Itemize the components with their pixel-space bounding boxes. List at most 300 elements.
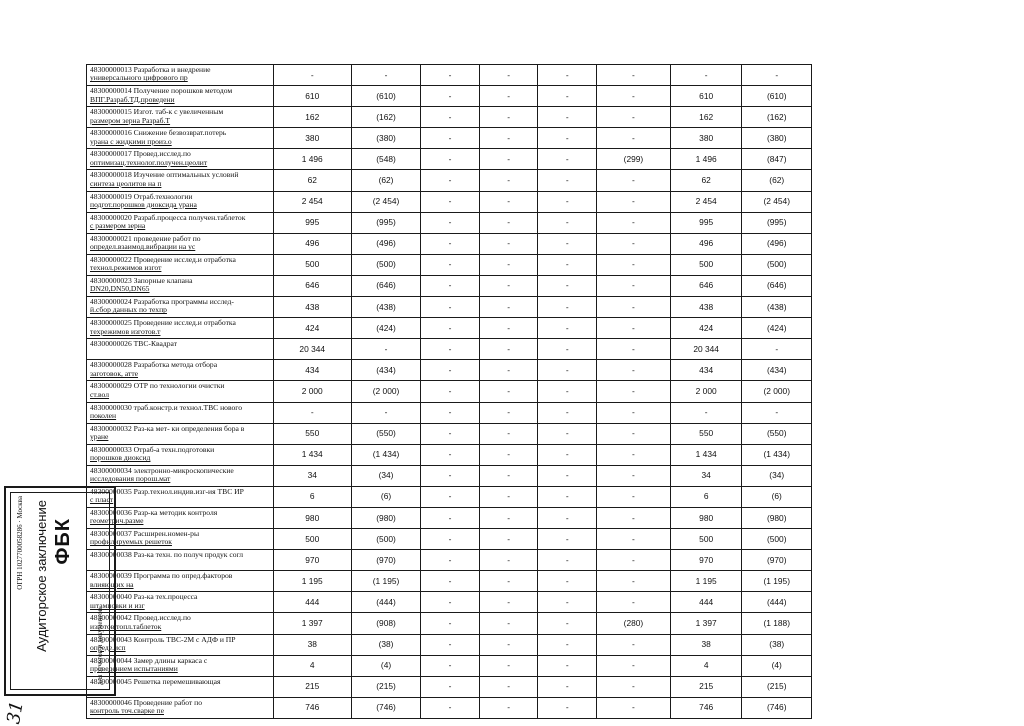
amount-cell-col4: - <box>479 254 538 275</box>
amount-cell-col7: 2 000 <box>670 381 742 402</box>
amount-cell-col7: 995 <box>670 212 742 233</box>
table-row <box>87 128 812 149</box>
row-code-description: 48300000033 Отраб-а техн.подготовки <box>90 444 215 454</box>
amount-cell-col5: - <box>538 486 597 507</box>
table-row <box>87 254 812 275</box>
amount-cell-col3: - <box>421 233 480 254</box>
amount-cell-col4: - <box>479 423 538 444</box>
amount-cell-col1: 550 <box>273 423 351 444</box>
row-description-continuation: технол.режимов изгот <box>90 263 162 273</box>
amount-cell-col8: (424) <box>742 318 812 339</box>
amount-cell-col8: (438) <box>742 297 812 318</box>
amount-cell-col1: 162 <box>273 107 351 128</box>
amount-cell-col3: - <box>421 107 480 128</box>
row-description-continuation: с размером зерна <box>90 221 146 231</box>
amount-cell-col8: (1 434) <box>742 444 812 465</box>
table-row <box>87 423 812 444</box>
amount-cell-col4: - <box>479 634 538 655</box>
amount-cell-col5: - <box>538 507 597 528</box>
row-description-cell <box>87 697 274 718</box>
row-description-cell <box>87 170 274 191</box>
row-description-continuation: размером зерна Разраб.Т <box>90 115 171 125</box>
amount-cell-col4: - <box>479 275 538 296</box>
amount-cell-col5: - <box>538 465 597 486</box>
amount-cell-col7: 162 <box>670 107 742 128</box>
amount-cell-col8: (496) <box>742 233 812 254</box>
amount-cell-col4: - <box>479 676 538 697</box>
row-description-cell <box>87 65 274 86</box>
amount-cell-col5: - <box>538 254 597 275</box>
amount-cell-col2: (995) <box>351 212 420 233</box>
amount-cell-col1: 34 <box>273 465 351 486</box>
row-code-description: 48300000046 Проведение работ по <box>90 697 202 707</box>
table-row <box>87 86 812 107</box>
stamp-bottom-note: для отчетов и документов <box>96 608 104 685</box>
amount-cell-col7: 438 <box>670 297 742 318</box>
row-description-continuation: DN20,DN50,DN65 <box>90 284 150 294</box>
amount-cell-col8: (6) <box>742 486 812 507</box>
amount-cell-col6: - <box>597 486 671 507</box>
amount-cell-col4: - <box>479 149 538 170</box>
amount-cell-col8: (500) <box>742 254 812 275</box>
amount-cell-col7: 1 496 <box>670 149 742 170</box>
row-code-description: 48300000045 Решетка перемешивающая <box>90 676 221 686</box>
amount-cell-col3: - <box>421 128 480 149</box>
row-code-description: 48300000034 электронно-микроскопические <box>90 465 234 475</box>
row-description-cell <box>87 423 274 444</box>
amount-cell-col2: (38) <box>351 634 420 655</box>
amount-cell-col8: (500) <box>742 529 812 550</box>
amount-cell-col4: - <box>479 655 538 676</box>
amount-cell-col8: (34) <box>742 465 812 486</box>
amount-cell-col6: - <box>597 550 671 571</box>
amount-cell-col7: 496 <box>670 233 742 254</box>
amount-cell-col2: (496) <box>351 233 420 254</box>
amount-cell-col5: - <box>538 423 597 444</box>
amount-cell-col3: - <box>421 655 480 676</box>
row-description-cell <box>87 149 274 170</box>
amount-cell-col8: (847) <box>742 149 812 170</box>
amount-cell-col3: - <box>421 381 480 402</box>
amount-cell-col7: 4 <box>670 655 742 676</box>
row-code-description: 48300000018 Изучение оптимальных условий <box>90 170 239 180</box>
amount-cell-col4: - <box>479 486 538 507</box>
row-code-description: 48300000037 Расширен.номен-ры <box>90 529 200 539</box>
row-code-description: 48300000032 Раз-ка мет- ки определения бора в <box>90 423 245 433</box>
amount-cell-col8: (970) <box>742 550 812 571</box>
row-description-continuation: поколен <box>90 410 117 420</box>
amount-cell-col5: - <box>538 655 597 676</box>
amount-cell-col8: (2 000) <box>742 381 812 402</box>
amount-cell-col3: - <box>421 507 480 528</box>
amount-cell-col6: - <box>597 233 671 254</box>
amount-cell-col6: - <box>597 423 671 444</box>
amount-cell-col1: - <box>273 402 351 423</box>
row-code-description: 48300000013 Разработка и внедрение <box>90 65 211 74</box>
table-row <box>87 212 812 233</box>
amount-cell-col6: - <box>597 676 671 697</box>
amount-cell-col4: - <box>479 65 538 86</box>
row-code-description: 48300000016 Снижение безвозврат.потерь <box>90 128 227 138</box>
amount-cell-col8: (980) <box>742 507 812 528</box>
amount-cell-col7: 2 454 <box>670 191 742 212</box>
row-description-continuation: урана с жидкими произ.о <box>90 136 172 146</box>
amount-cell-col2: (62) <box>351 170 420 191</box>
amount-cell-col8: (215) <box>742 676 812 697</box>
amount-cell-col5: - <box>538 297 597 318</box>
amount-cell-col4: - <box>479 381 538 402</box>
row-description-continuation: порошков диоксид <box>90 453 151 463</box>
table-row <box>87 507 812 528</box>
amount-cell-col1: 1 434 <box>273 444 351 465</box>
table-row <box>87 360 812 381</box>
amount-cell-col6: (280) <box>597 613 671 634</box>
amount-cell-col2: (1 434) <box>351 444 420 465</box>
amount-cell-col3: - <box>421 571 480 592</box>
amount-cell-col1: 500 <box>273 529 351 550</box>
amount-cell-col3: - <box>421 592 480 613</box>
auditor-stamp <box>4 486 116 696</box>
amount-cell-col7: 970 <box>670 550 742 571</box>
row-description-cell <box>87 444 274 465</box>
table-row <box>87 233 812 254</box>
amount-cell-col8: - <box>742 339 812 360</box>
row-description-cell <box>87 233 274 254</box>
amount-cell-col8: (746) <box>742 697 812 718</box>
amount-cell-col5: - <box>538 128 597 149</box>
amount-cell-col2: (908) <box>351 613 420 634</box>
row-description-cell <box>87 402 274 423</box>
amount-cell-col6: - <box>597 697 671 718</box>
amount-cell-col6: - <box>597 128 671 149</box>
table-row <box>87 676 812 697</box>
amount-cell-col4: - <box>479 571 538 592</box>
amount-cell-col5: - <box>538 275 597 296</box>
amount-cell-col1: 4 <box>273 655 351 676</box>
amount-cell-col8: (646) <box>742 275 812 296</box>
amount-cell-col3: - <box>421 212 480 233</box>
amount-cell-col1: 38 <box>273 634 351 655</box>
amount-cell-col2: (746) <box>351 697 420 718</box>
row-code-description: 48300000017 Провед.исслед.по <box>90 149 191 159</box>
amount-cell-col2: (550) <box>351 423 420 444</box>
row-description-cell <box>87 128 274 149</box>
amount-cell-col5: - <box>538 634 597 655</box>
row-description-cell <box>87 107 274 128</box>
amount-cell-col3: - <box>421 529 480 550</box>
amount-cell-col4: - <box>479 613 538 634</box>
amount-cell-col3: - <box>421 676 480 697</box>
table-row <box>87 697 812 718</box>
table-row <box>87 634 812 655</box>
amount-cell-col6: - <box>597 339 671 360</box>
row-description-continuation: ВПГ.Разраб.ТД,проведени <box>90 94 175 104</box>
amount-cell-col2: (980) <box>351 507 420 528</box>
amount-cell-col5: - <box>538 318 597 339</box>
row-description-continuation: штамповки и изг <box>90 600 145 610</box>
amount-cell-col8: (1 188) <box>742 613 812 634</box>
amount-cell-col1: 1 195 <box>273 571 351 592</box>
amount-cell-col2: (500) <box>351 254 420 275</box>
amount-cell-col4: - <box>479 444 538 465</box>
amount-cell-col1: 2 454 <box>273 191 351 212</box>
amount-cell-col5: - <box>538 592 597 613</box>
row-code-description: 48300000019 Отраб.технологии <box>90 191 193 201</box>
amount-cell-col2: (215) <box>351 676 420 697</box>
amount-cell-col3: - <box>421 486 480 507</box>
amount-cell-col6: - <box>597 381 671 402</box>
amount-cell-col3: - <box>421 297 480 318</box>
amount-cell-col6: - <box>597 65 671 86</box>
amount-cell-col8: (62) <box>742 170 812 191</box>
amount-cell-col5: - <box>538 613 597 634</box>
table-row <box>87 275 812 296</box>
amount-cell-col5: - <box>538 550 597 571</box>
amount-cell-col6: - <box>597 402 671 423</box>
amount-cell-col6: - <box>597 254 671 275</box>
amount-cell-col5: - <box>538 676 597 697</box>
amount-cell-col6: - <box>597 529 671 550</box>
amount-cell-col1: 610 <box>273 86 351 107</box>
amount-cell-col1: 970 <box>273 550 351 571</box>
amount-cell-col7: 500 <box>670 529 742 550</box>
amount-cell-col4: - <box>479 592 538 613</box>
amount-cell-col8: (380) <box>742 128 812 149</box>
amount-cell-col6: (299) <box>597 149 671 170</box>
amount-cell-col3: - <box>421 339 480 360</box>
row-description-continuation: техрежимов изготов.т <box>90 326 161 336</box>
amount-cell-col3: - <box>421 697 480 718</box>
row-code-description: 48300000026 ТВС-Квадрат <box>90 339 178 349</box>
amount-cell-col4: - <box>479 529 538 550</box>
table-row <box>87 465 812 486</box>
amount-cell-col2: (500) <box>351 529 420 550</box>
amount-cell-col1: 1 496 <box>273 149 351 170</box>
amount-cell-col1: 496 <box>273 233 351 254</box>
row-code-description: 48300000039 Программа по опред.факторов <box>90 571 233 581</box>
amount-cell-col7: 500 <box>670 254 742 275</box>
row-description-continuation: геометрич.разме <box>90 516 144 526</box>
amount-cell-col4: - <box>479 402 538 423</box>
amount-cell-col2: (548) <box>351 149 420 170</box>
amount-cell-col1: 646 <box>273 275 351 296</box>
amount-cell-col4: - <box>479 212 538 233</box>
table-row <box>87 318 812 339</box>
amount-cell-col7: 646 <box>670 275 742 296</box>
amount-cell-col8: (1 195) <box>742 571 812 592</box>
row-code-description: 48300000038 Раз-ка техн. по получ продук согл <box>90 550 244 560</box>
amount-cell-col3: - <box>421 634 480 655</box>
row-description-continuation: ст.вол <box>90 389 110 399</box>
amount-cell-col8: (4) <box>742 655 812 676</box>
row-code-description: 48300000023 Запорные клапана <box>90 275 193 285</box>
amount-cell-col1: 215 <box>273 676 351 697</box>
row-code-description: 48300000028 Разработка метода отбора <box>90 360 218 370</box>
amount-cell-col8: (434) <box>742 360 812 381</box>
row-description-cell <box>87 381 274 402</box>
amount-cell-col8: (444) <box>742 592 812 613</box>
amount-cell-col4: - <box>479 697 538 718</box>
amount-cell-col2: (444) <box>351 592 420 613</box>
amount-cell-col2: (646) <box>351 275 420 296</box>
table-row <box>87 170 812 191</box>
table-row <box>87 65 812 86</box>
amount-cell-col5: - <box>538 529 597 550</box>
amount-cell-col7: - <box>670 402 742 423</box>
amount-cell-col8: (2 454) <box>742 191 812 212</box>
amount-cell-col6: - <box>597 655 671 676</box>
amount-cell-col2: (6) <box>351 486 420 507</box>
amount-cell-col4: - <box>479 507 538 528</box>
table-row <box>87 381 812 402</box>
amount-cell-col2: (1 195) <box>351 571 420 592</box>
amount-cell-col1: - <box>273 65 351 86</box>
row-description-cell <box>87 254 274 275</box>
table-row <box>87 529 812 550</box>
amount-cell-col5: - <box>538 381 597 402</box>
row-code-description: 48300000024 Разработка программы исслед- <box>90 297 234 307</box>
amount-cell-col7: 550 <box>670 423 742 444</box>
amount-cell-col3: - <box>421 254 480 275</box>
amount-cell-col8: (995) <box>742 212 812 233</box>
row-description-continuation: синтеза цеолитов на п <box>90 178 162 188</box>
amount-cell-col7: - <box>670 65 742 86</box>
row-code-description: 48300000020 Разраб.процесса получен.таблеток <box>90 212 246 222</box>
amount-cell-col6: - <box>597 465 671 486</box>
amount-cell-col4: - <box>479 170 538 191</box>
row-description-continuation: профилируемых решеток <box>90 537 172 547</box>
amount-cell-col8: (550) <box>742 423 812 444</box>
row-code-description: 48300000022 Проведение исслед.и отработка <box>90 254 236 264</box>
amount-cell-col5: - <box>538 212 597 233</box>
amount-cell-col5: - <box>538 170 597 191</box>
row-description-cell <box>87 297 274 318</box>
table-row <box>87 613 812 634</box>
stamp-registration: ОГРН 1027700058286 · Москва <box>16 496 24 590</box>
amount-cell-col2: (2 000) <box>351 381 420 402</box>
folio-number: 31 <box>3 699 28 726</box>
row-description-cell <box>87 465 274 486</box>
stamp-title: ФБК <box>52 518 74 565</box>
row-description-continuation: й.сбор данных по техпр <box>90 305 167 315</box>
amount-cell-col7: 34 <box>670 465 742 486</box>
amount-cell-col1: 500 <box>273 254 351 275</box>
row-description-cell <box>87 86 274 107</box>
amount-cell-col7: 62 <box>670 170 742 191</box>
amount-cell-col3: - <box>421 465 480 486</box>
amount-cell-col6: - <box>597 170 671 191</box>
amount-cell-col8: (38) <box>742 634 812 655</box>
amount-cell-col4: - <box>479 465 538 486</box>
amount-cell-col2: (970) <box>351 550 420 571</box>
row-code-description: 48300000030 траб.констр.и технол.ТВС нового <box>90 402 243 412</box>
row-description-cell <box>87 212 274 233</box>
row-code-description: 48300000035 Разр.технол.индив.изг-ия ТВС ИР <box>90 486 244 496</box>
amount-cell-col7: 746 <box>670 697 742 718</box>
amount-cell-col3: - <box>421 318 480 339</box>
amount-cell-col1: 62 <box>273 170 351 191</box>
amount-cell-col1: 424 <box>273 318 351 339</box>
amount-cell-col5: - <box>538 107 597 128</box>
amount-cell-col4: - <box>479 128 538 149</box>
amount-cell-col2: (162) <box>351 107 420 128</box>
amount-cell-col5: - <box>538 233 597 254</box>
amount-cell-col5: - <box>538 444 597 465</box>
amount-cell-col5: - <box>538 86 597 107</box>
amount-cell-col4: - <box>479 550 538 571</box>
amount-cell-col2: (380) <box>351 128 420 149</box>
amount-cell-col7: 610 <box>670 86 742 107</box>
amount-cell-col6: - <box>597 571 671 592</box>
amount-cell-col1: 444 <box>273 592 351 613</box>
amount-cell-col6: - <box>597 318 671 339</box>
amount-cell-col4: - <box>479 86 538 107</box>
table-row <box>87 486 812 507</box>
amount-cell-col3: - <box>421 613 480 634</box>
amount-cell-col1: 995 <box>273 212 351 233</box>
amount-cell-col6: - <box>597 191 671 212</box>
amount-cell-col8: - <box>742 402 812 423</box>
amount-cell-col7: 980 <box>670 507 742 528</box>
amount-cell-col3: - <box>421 170 480 191</box>
amount-cell-col2: (438) <box>351 297 420 318</box>
amount-cell-col7: 444 <box>670 592 742 613</box>
amount-cell-col1: 434 <box>273 360 351 381</box>
row-code-description: 48300000036 Разр-ка методик контроля <box>90 507 218 517</box>
row-description-cell <box>87 191 274 212</box>
amount-cell-col6: - <box>597 592 671 613</box>
ledger-table <box>86 64 812 719</box>
row-description-continuation: уране <box>90 432 109 441</box>
row-code-description: 48300000043 Контроль ТВС-2М с АДФ и ПР <box>90 634 236 644</box>
row-code-description: 48300000014 Получение порошков методом <box>90 86 233 96</box>
amount-cell-col7: 6 <box>670 486 742 507</box>
amount-cell-col6: - <box>597 212 671 233</box>
amount-cell-col7: 215 <box>670 676 742 697</box>
row-code-description: 48300000025 Проведение исслед.и отработка <box>90 318 236 328</box>
row-description-continuation: с пласт <box>90 495 114 505</box>
row-code-description: 48300000029 ОТР по технологии очистки <box>90 381 225 391</box>
table-row <box>87 297 812 318</box>
amount-cell-col4: - <box>479 107 538 128</box>
amount-cell-col2: (424) <box>351 318 420 339</box>
amount-cell-col1: 1 397 <box>273 613 351 634</box>
row-description-continuation: определ.взаимод.вибрации на ус <box>90 242 196 252</box>
stamp-subtitle: Аудиторское заключение <box>34 500 49 652</box>
amount-cell-col4: - <box>479 318 538 339</box>
row-description-continuation: влияющих на <box>90 579 134 589</box>
row-code-description: 48300000044 Замер длины каркаса с <box>90 655 208 665</box>
amount-cell-col2: - <box>351 65 420 86</box>
amount-cell-col2: (610) <box>351 86 420 107</box>
table-row <box>87 655 812 676</box>
amount-cell-col5: - <box>538 149 597 170</box>
amount-cell-col1: 6 <box>273 486 351 507</box>
amount-cell-col2: (2 454) <box>351 191 420 212</box>
amount-cell-col3: - <box>421 360 480 381</box>
row-code-description: 48300000021 проведение работ по <box>90 233 201 243</box>
amount-cell-col5: - <box>538 402 597 423</box>
table-row <box>87 339 812 360</box>
row-description-continuation: универсального цифрового пр <box>90 73 188 83</box>
amount-cell-col7: 20 344 <box>670 339 742 360</box>
amount-cell-col3: - <box>421 149 480 170</box>
amount-cell-col4: - <box>479 339 538 360</box>
row-code-description: 48300000042 Провед.исслед.по <box>90 613 191 623</box>
amount-cell-col1: 380 <box>273 128 351 149</box>
row-code-description: 48300000040 Раз-ка тех.процесса <box>90 592 198 602</box>
amount-cell-col5: - <box>538 65 597 86</box>
